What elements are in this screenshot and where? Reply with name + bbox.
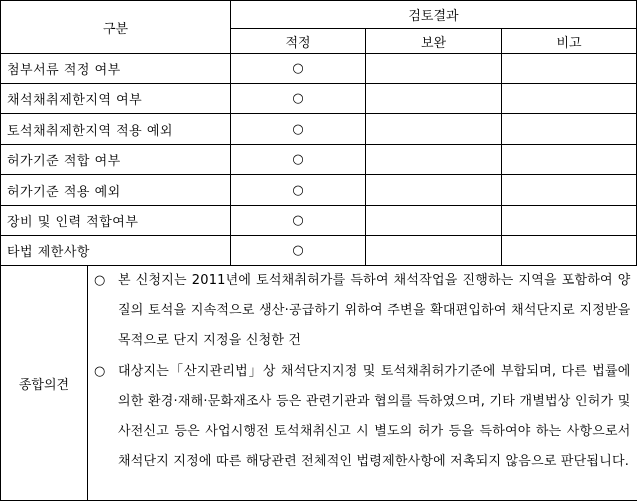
col-supplement-header: 보완 — [366, 29, 502, 54]
row-item-label: 허가기준 적용 예외 — [1, 175, 231, 206]
remarks-cell — [502, 114, 637, 145]
remarks-cell — [502, 236, 637, 266]
overall-opinion-label — [1, 266, 637, 501]
row-item-label: 토석채취제한지역 적용 예외 — [1, 114, 231, 145]
col-remarks-header: 비고 — [502, 29, 637, 54]
review-result-header: 검토결과 — [231, 1, 637, 29]
appropriate-mark: ○ — [231, 114, 366, 145]
appropriate-mark: ○ — [231, 175, 366, 206]
opinion-paragraph-1 — [88, 266, 637, 357]
bullet-mark: ○ — [94, 273, 106, 288]
opinion-paragraph-2-text: 대상지는「산지관리법」상 채석단지지정 및 토석채취허가기준에 부합되며, 다른 법률에 의한 환경·재해·문화재조사 등은 관련기관과 협의를 득하였으며, 기타 개별법상 인허가 및 사전신고 등은 사업시행전 토석채취신고 시 별도의 허가 등을 득하여야 하는 사항으로서 채석단지 지정에 따른 해당관련 전체적인 법령제한사항에 저촉되지 않음으로 판단됩니다. — [118, 363, 631, 470]
remarks-cell — [502, 54, 637, 84]
table-row — [1, 145, 637, 175]
row-item-label: 타법 제한사항 — [1, 236, 231, 266]
appropriate-mark: ○ — [231, 206, 366, 236]
supplement-cell — [366, 84, 502, 114]
remarks-cell — [502, 84, 637, 114]
table-row — [1, 175, 637, 206]
category-header: 구분 — [1, 1, 231, 54]
supplement-cell — [366, 114, 502, 145]
supplement-cell — [366, 54, 502, 84]
supplement-cell — [366, 206, 502, 236]
table-row — [1, 206, 637, 236]
overall-opinion-title: 종합의견 — [1, 266, 88, 500]
appropriate-mark: ○ — [231, 84, 366, 114]
appropriate-mark: ○ — [231, 236, 366, 266]
table-row — [1, 114, 637, 145]
opinion-body-start — [88, 266, 637, 500]
bullet-mark: ○ — [94, 363, 106, 379]
remarks-cell — [502, 145, 637, 175]
appropriate-mark: ○ — [231, 54, 366, 84]
supplement-cell — [366, 145, 502, 175]
table-row — [1, 236, 637, 266]
table-row — [1, 54, 637, 84]
opinion-paragraph-1-text: 본 신청지는 2011년에 토석채취허가를 득하여 채석작업을 진행하는 지역을 포함하여 양질의 토석을 지속적으로 생산·공급하기 위하여 주변을 확대편입하여 채석단지로 지정받을 목적으로 단지 지정을 신청한 건 — [118, 273, 631, 349]
opinion-paragraph-2 — [88, 357, 637, 478]
col-appropriate-header: 적정 — [231, 29, 366, 54]
row-item-label: 첨부서류 적정 여부 — [1, 54, 231, 84]
row-item-label: 채석채취제한지역 여부 — [1, 84, 231, 114]
remarks-cell — [502, 206, 637, 236]
table-row — [1, 84, 637, 114]
supplement-cell — [366, 175, 502, 206]
row-item-label: 장비 및 인력 적합여부 — [1, 206, 231, 236]
remarks-cell — [502, 175, 637, 206]
supplement-cell — [366, 236, 502, 266]
row-item-label: 허가기준 적합 여부 — [1, 145, 231, 175]
appropriate-mark: ○ — [231, 145, 366, 175]
